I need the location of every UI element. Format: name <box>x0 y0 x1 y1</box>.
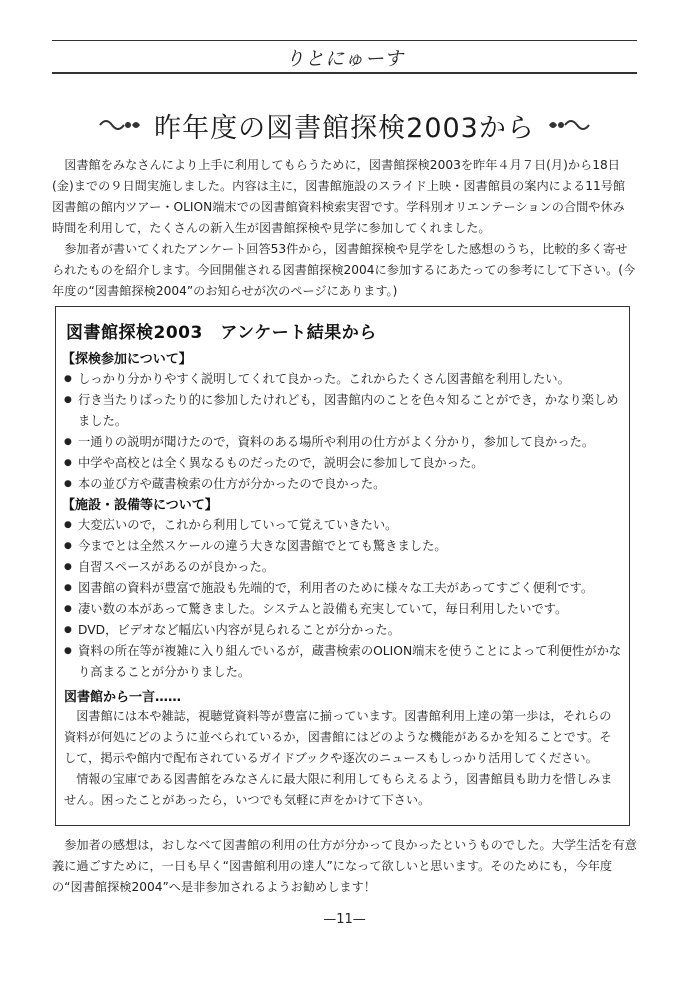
list-item: ● DVD，ビデオなど幅広い内容が見られることが分かった。 <box>64 620 624 641</box>
closing-paragraph: 参加者の感想は，おしなべて図書館の利用の仕方が分かって良かったというものでした。大学生活を有意義に過ごすために，一日も早く“図書館利用の達人”になって欲しいと思います。そのためにも，今年度の“図書館探検2004”へ是非参加されるようお勧めします！ <box>52 838 637 894</box>
header-rule-bottom <box>52 72 637 74</box>
article-title: 昨年度の図書館探検2003から <box>154 112 535 144</box>
survey-title: 図書館探検2003 アンケート結果から <box>66 323 377 343</box>
intro-paragraph-1: 図書館をみなさんにより上手に利用してもらうために，図書館探検2003を昨年４月７日(月)から18日(金)までの９日間実施しました。内容は主に，図書館施設のスライド上映・図書館員の案内による11号館図書館の館内ツアー・OLION端末での図書館資料検索実習です。学科別オリエンテーションの合間や休み時間を利用して，たくさんの新入生が図書館探検や見学に参加してくれました。 <box>52 158 626 235</box>
section-heading-participation: 【探検参加について】 <box>62 352 192 367</box>
facilities-list <box>64 515 624 683</box>
header-rule-top <box>52 40 637 41</box>
library-note-paragraph-2: 情報の宝庫である図書館をみなさんに最大限に利用してもらえるよう，図書館員も助力を惜しみません。困ったことがあったら，いつでも気軽に声をかけて下さい。 <box>64 772 613 807</box>
list-item: ● 一通りの説明が聞けたので，資料のある場所や利用の仕方がよく分かり，参加して良かった。 <box>64 432 624 453</box>
library-note-heading: 図書館から一言…… <box>64 690 182 705</box>
list-item: ● 本の並び方や蔵書検索の仕方が分かったので良かった。 <box>64 474 624 495</box>
participation-list <box>64 369 624 495</box>
article-title-row <box>52 100 637 150</box>
library-note-text <box>64 706 620 811</box>
list-item: ● 凄い数の本があって驚きました。システムと設備も充実していて，毎日利用したいです。 <box>64 599 624 620</box>
intro-paragraph-2: 参加者が書いてくれたアンケート回答53件から，図書館探検や見学をした感想のうち，比較的多く寄せられたものを紹介します。今回開催される図書館探検2004に参加するにあたっての参考にして下さい。(今年度の“図書館探検2004”のお知らせが次のページにあります。) <box>52 242 636 298</box>
section-heading-facilities: 【施設・設備等について】 <box>62 498 218 513</box>
list-item: ● 今までとは全然スケールの違う大きな図書館でとても驚きました。 <box>64 536 624 557</box>
closing-text <box>52 835 637 898</box>
page-number: —11— <box>323 912 366 927</box>
list-item: ● 図書館の資料が豊富で施設も先端的で，利用者のために様々な工夫があってすごく便利です。 <box>64 578 624 599</box>
list-item: ● 自習スペースがあるのが良かった。 <box>64 557 624 578</box>
list-item: ● 中学や高校とは全く異なるものだったので，説明会に参加して良かった。 <box>64 453 624 474</box>
list-item: ● 大変広いので，これから利用していって覚えていきたい。 <box>64 515 624 536</box>
list-item: ● 資料の所在等が複雑に入り組んでいるが，蔵書検索のOLION端末を使うことによって利便性がかなり高まることが分かりました。 <box>64 641 624 683</box>
library-note-paragraph-1: 図書館には本や雑誌，視聴覚資料等が豊富に揃っています。図書館利用上達の第一歩は，それらの資料が何処にどのように並べられているか，図書館にはどのような機能があるかを知ることです。そして，掲示や館内で配布されているガイドブックや逐次のニュースもしっかり活用してください。 <box>64 709 612 765</box>
newsletter-name: りとにゅーす <box>285 48 404 70</box>
left-ornament-icon <box>96 116 144 134</box>
intro-text <box>52 155 637 302</box>
right-ornament-icon <box>545 116 593 134</box>
list-item: ● 行き当たりばったり的に参加したけれども，図書館内のことを色々知ることができ，かなり楽しめました。 <box>64 390 624 432</box>
list-item: ● しっかり分かりやすく説明してくれて良かった。これからたくさん図書館を利用したい。 <box>64 369 624 390</box>
